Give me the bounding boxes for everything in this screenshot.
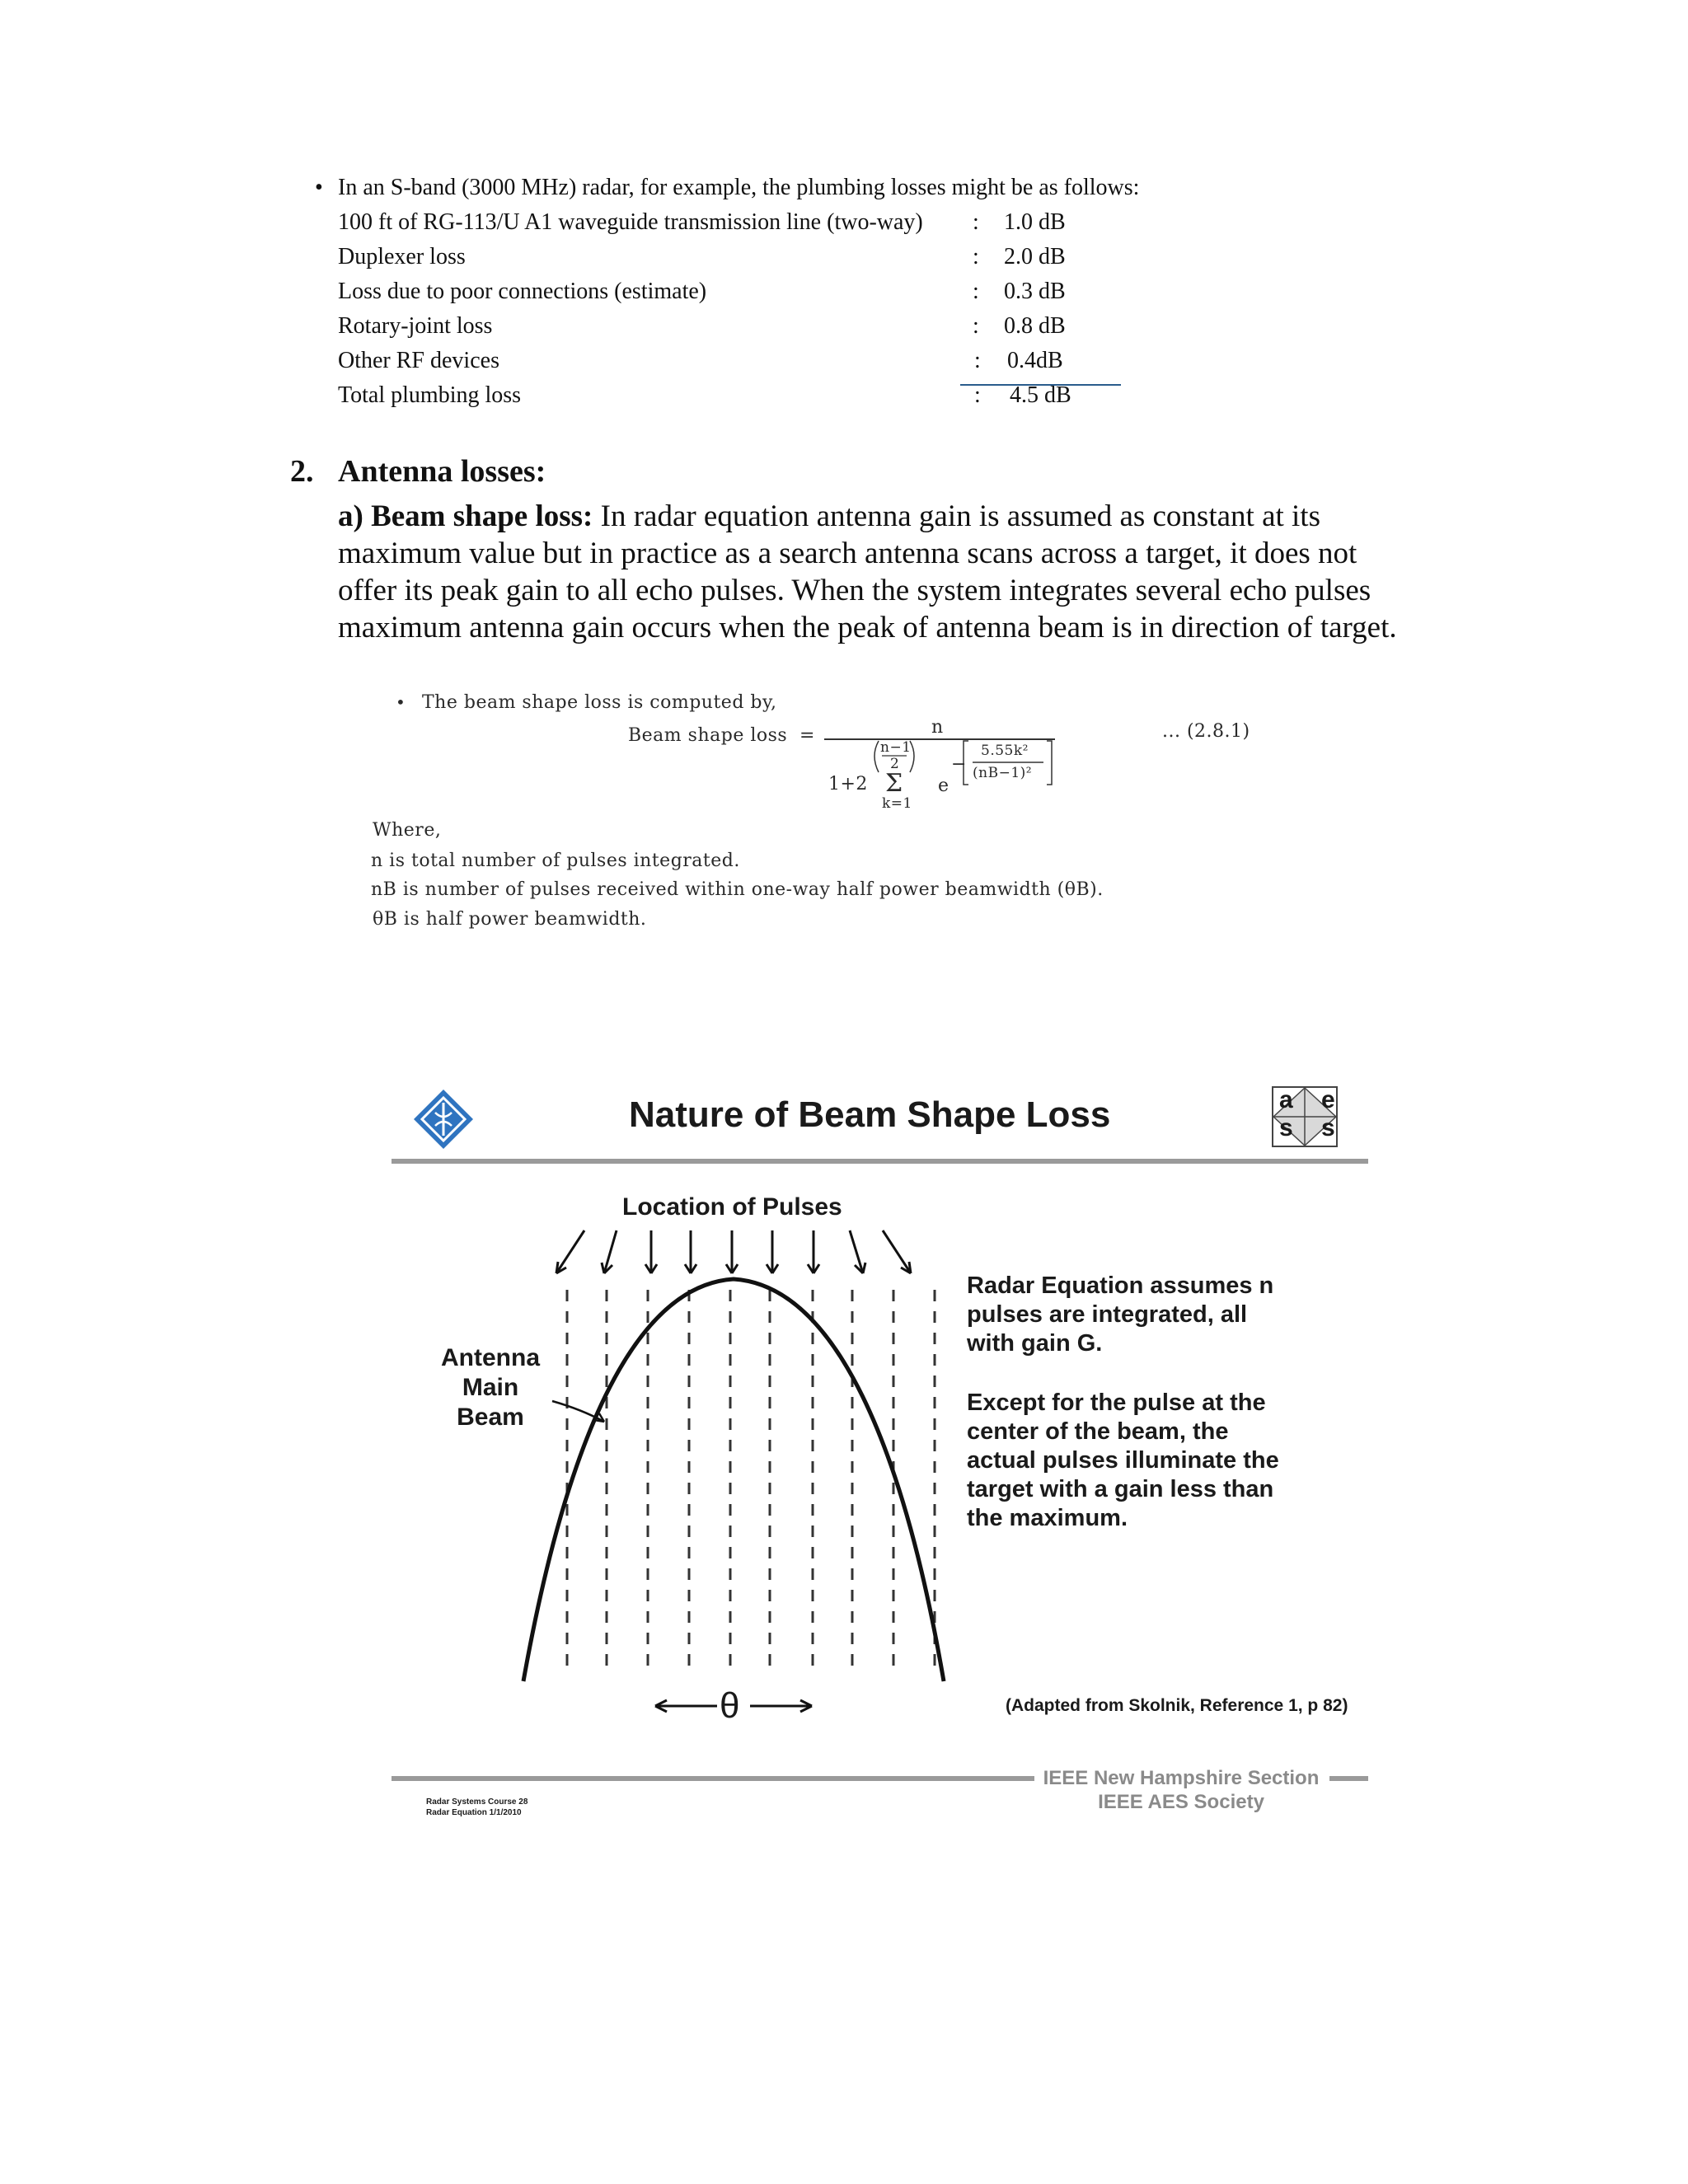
sum-lower-limit: k=1 xyxy=(882,795,912,812)
loss-label: Total plumbing loss xyxy=(338,382,522,408)
footer-line: IEEE New Hampshire Section xyxy=(1043,1767,1320,1789)
formula-bullet-icon: • xyxy=(396,692,406,712)
loss-label: Loss due to poor connections (estimate) xyxy=(338,279,707,304)
source-credit: (Adapted from Skolnik, Reference 1, p 82) xyxy=(1006,1696,1348,1715)
loss-colon: : xyxy=(973,279,979,304)
footer-left xyxy=(426,1797,528,1818)
loss-label: Other RF devices xyxy=(338,348,499,373)
sum-upper-top: n−1 xyxy=(880,739,912,756)
formula-minus: − xyxy=(951,754,967,775)
intro-bullet: • xyxy=(315,175,323,200)
definition-thetab: θB is half power beamwidth. xyxy=(373,909,647,930)
formula-intro: The beam shape loss is computed by, xyxy=(422,692,777,713)
loss-colon: : xyxy=(973,244,979,269)
where-label: Where, xyxy=(373,820,442,841)
loss-label: Rotary-joint loss xyxy=(338,313,493,339)
beam-label-line: Beam xyxy=(457,1404,524,1431)
text-line: Radar Equation assumes n xyxy=(967,1272,1274,1299)
footer-right xyxy=(1041,1766,1321,1814)
pulse-lines xyxy=(567,1290,935,1673)
beam-label-line: Antenna xyxy=(441,1344,540,1371)
section-number: 2. xyxy=(290,454,314,489)
loss-value: 0.4dB xyxy=(1007,348,1063,373)
loss-value: 1.0 dB xyxy=(1004,209,1066,235)
loss-value: 0.3 dB xyxy=(1004,279,1066,304)
formula-lhs: Beam shape loss xyxy=(628,725,788,746)
equation-number: ... (2.8.1) xyxy=(1162,721,1250,742)
beam-shape-subheading: a) Beam shape loss: xyxy=(338,499,593,533)
exp-denominator: (nB−1)² xyxy=(973,765,1033,781)
definition-nb: nB is number of pulses received within one-way half power beamwidth (θB). xyxy=(371,879,1104,900)
exp-numerator: 5.55k² xyxy=(981,743,1029,759)
intro-sentence: In an S-band (3000 MHz) radar, for example, the plumbing losses might be as follows: xyxy=(338,175,1140,200)
footer-line: IEEE AES Society xyxy=(1098,1791,1264,1813)
loss-colon: : xyxy=(973,313,979,339)
loss-value: 4.5 dB xyxy=(1010,382,1071,408)
text-line: pulses are integrated, all xyxy=(967,1301,1248,1328)
formula-e: e xyxy=(938,776,950,796)
formula-block xyxy=(363,688,1352,952)
loss-colon: : xyxy=(974,348,981,373)
paragraph-body: In radar equation antenna gain is assumed as constant at its maximum value but in practice as a search antenna scans across a target, it does not offer its peak gain to all echo pulses. When the system integrates several echo pulses maximum antenna gain occurs when the peak of antenna beam is in direction of target. xyxy=(338,499,1397,644)
loss-colon: : xyxy=(974,382,981,408)
loss-value: 2.0 dB xyxy=(1004,244,1066,269)
main-beam-curve xyxy=(523,1279,944,1681)
aess-letter: e xyxy=(1321,1086,1335,1113)
text-line: Except for the pulse at the xyxy=(967,1390,1266,1416)
exception-text xyxy=(967,1389,1279,1533)
beam-shape-slide xyxy=(383,1071,1372,1830)
slide-title: Nature of Beam Shape Loss xyxy=(629,1094,1111,1135)
loss-label: Duplexer loss xyxy=(338,244,466,269)
loss-value: 0.8 dB xyxy=(1004,313,1066,339)
loss-label: 100 ft of RG-113/U A1 waveguide transmission line (two-way) xyxy=(338,209,923,235)
pulses-label: Location of Pulses xyxy=(622,1193,842,1221)
loss-colon: : xyxy=(973,209,979,235)
text-line: actual pulses illuminate the xyxy=(967,1447,1279,1474)
aess-letter: s xyxy=(1279,1114,1293,1141)
formula-numerator: n xyxy=(931,717,944,738)
text-line: center of the beam, the xyxy=(967,1418,1229,1445)
antenna-beam-label xyxy=(433,1343,548,1432)
sum-upper-bottom: 2 xyxy=(890,756,900,772)
text-line: with gain G. xyxy=(967,1330,1103,1357)
text-line: target with a gain less than xyxy=(967,1476,1274,1502)
footer-line: Radar Systems Course 28 xyxy=(426,1797,528,1807)
assumption-text xyxy=(967,1272,1273,1358)
sum-sign: Σ xyxy=(885,769,903,798)
beam-shape-paragraph xyxy=(338,498,1409,646)
text-line: the maximum. xyxy=(967,1505,1128,1531)
beam-label-line: Main xyxy=(462,1374,519,1401)
theta-symbol: θ xyxy=(720,1685,740,1726)
definition-n: n is total number of pulses integrated. xyxy=(371,851,740,871)
aess-letter: s xyxy=(1321,1114,1335,1141)
formula-one-plus-two: 1+2 xyxy=(828,774,868,794)
section-title: Antenna losses: xyxy=(338,454,546,489)
pulse-arrows xyxy=(556,1230,911,1273)
aess-letter: a xyxy=(1279,1086,1293,1113)
footer-line: Radar Equation 1/1/2010 xyxy=(426,1808,522,1817)
formula-equals: = xyxy=(799,725,815,746)
